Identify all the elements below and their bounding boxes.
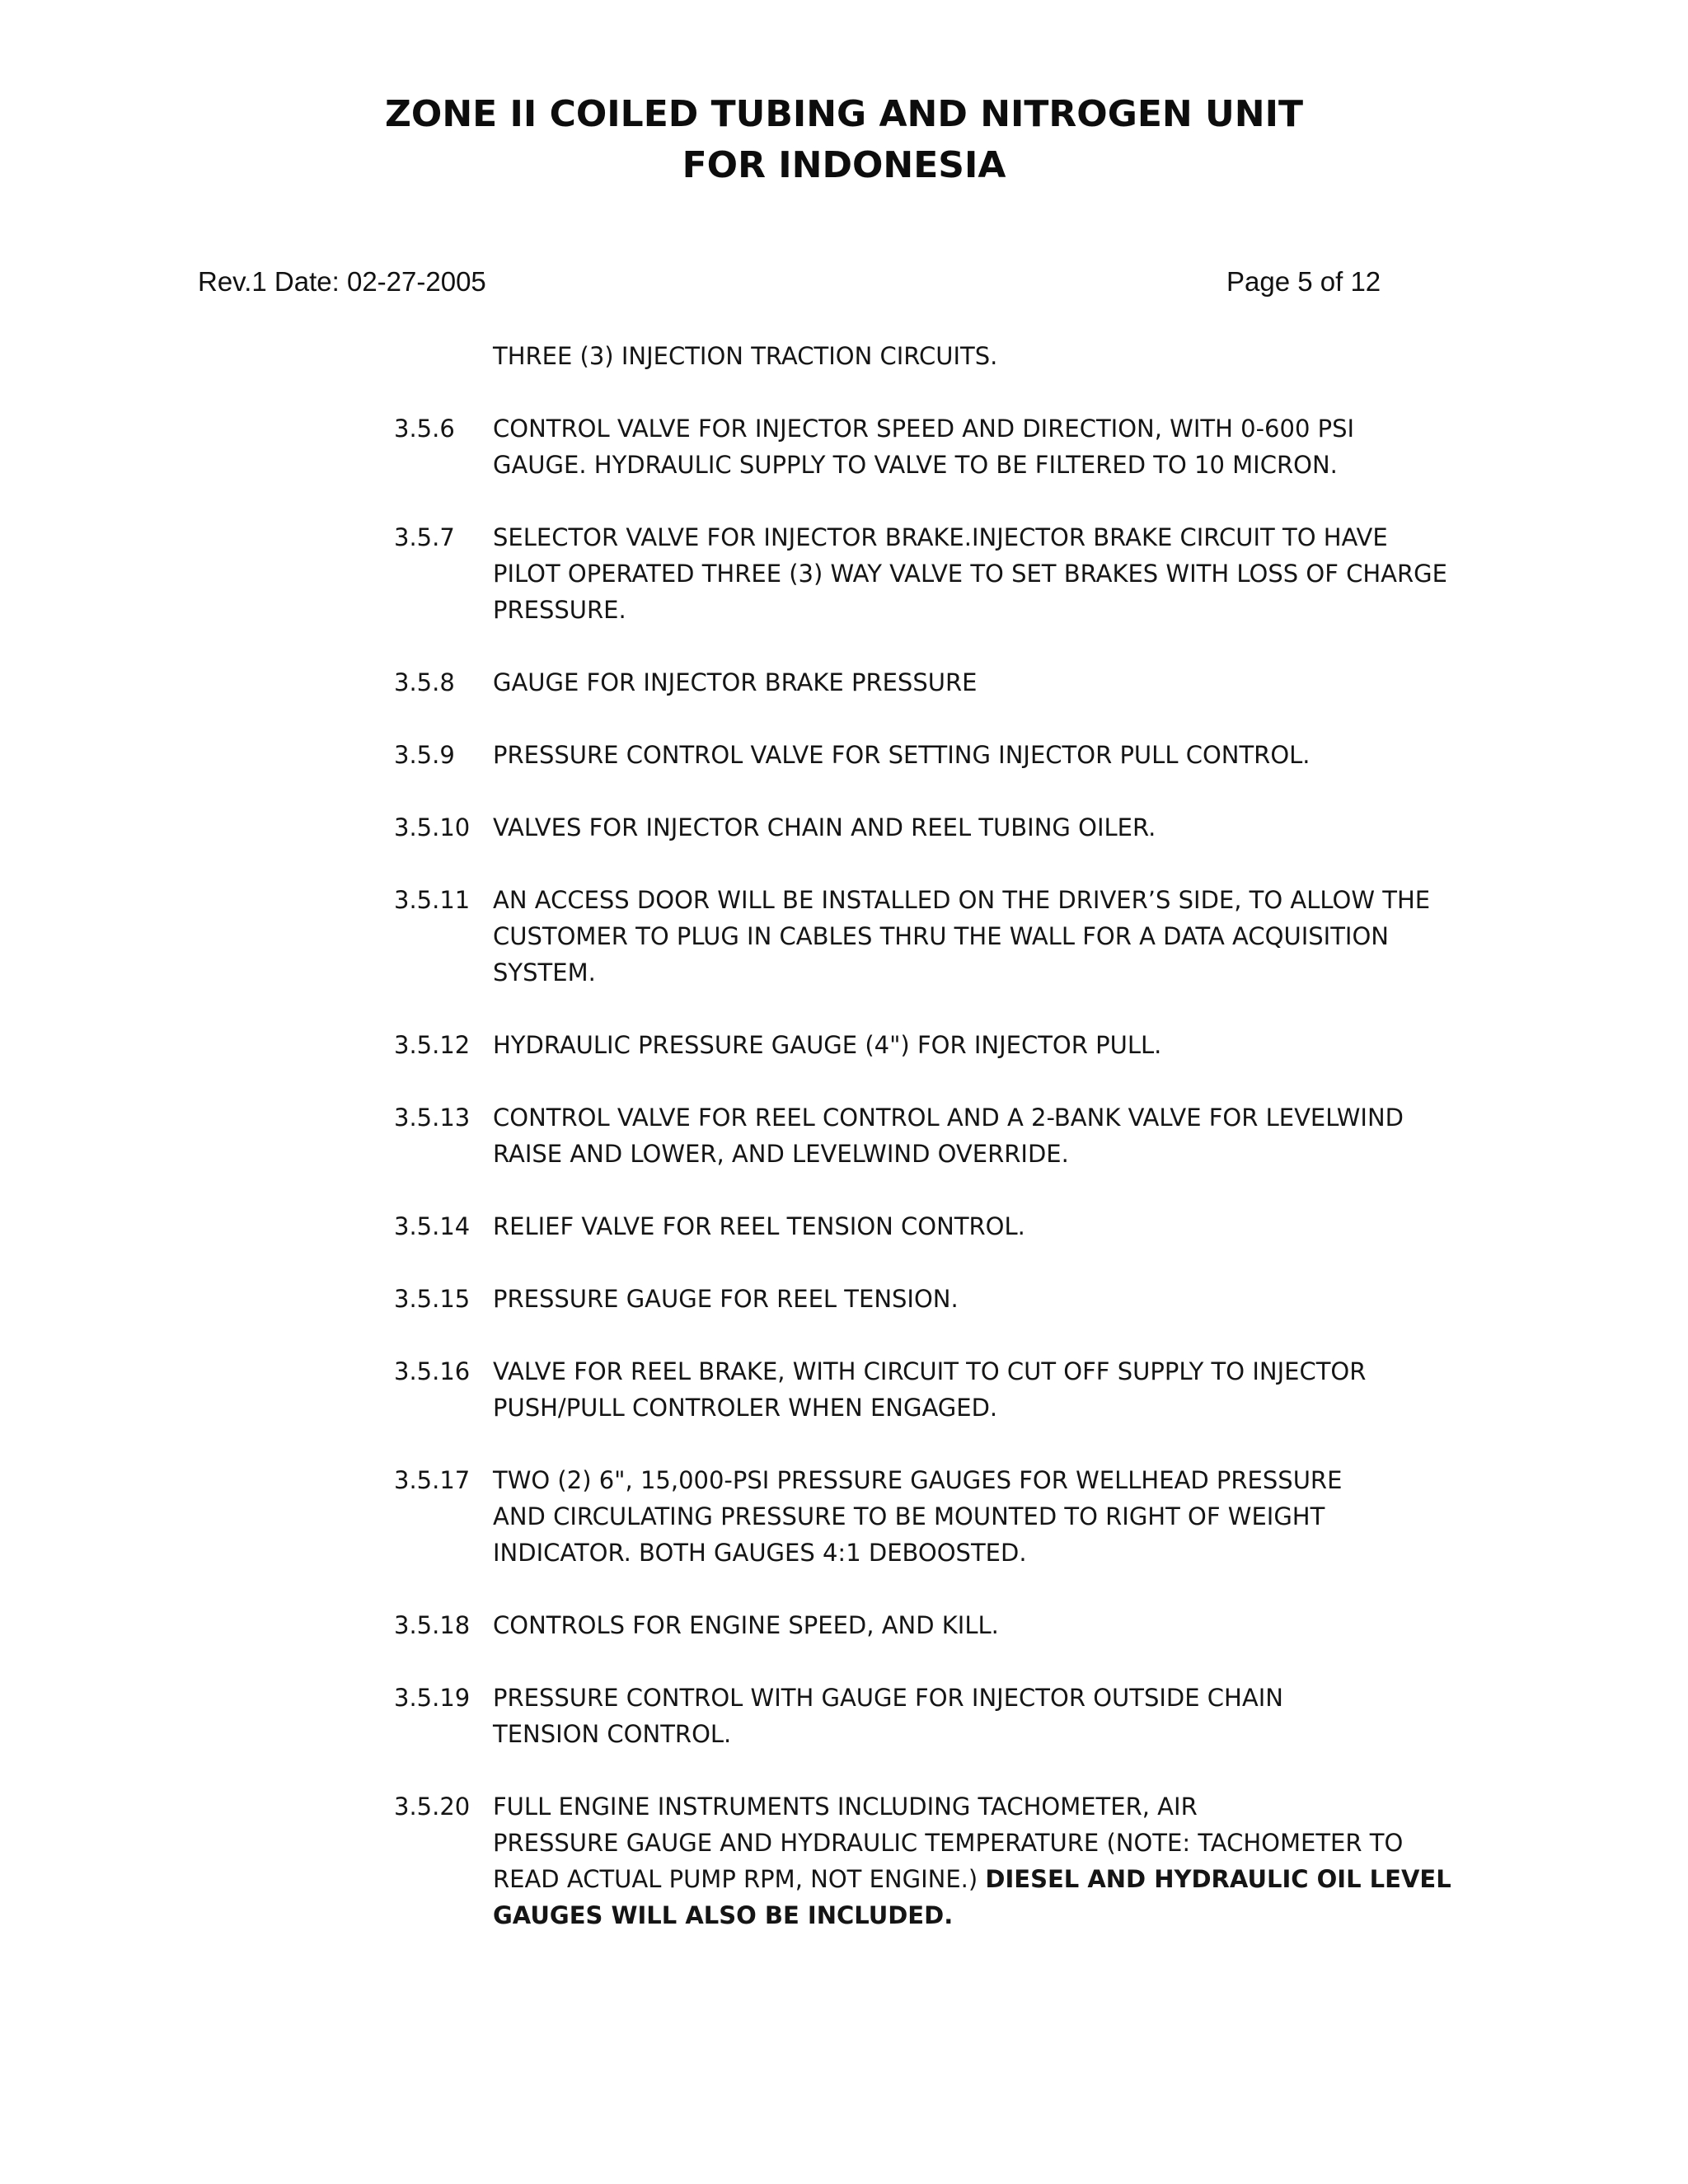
item-line: INDICATOR. BOTH GAUGES 4:1 DEBOOSTED.	[493, 1539, 1027, 1567]
item-text	[493, 1680, 1507, 1752]
item-text	[493, 1353, 1507, 1426]
item-number: 3.5.19	[394, 1684, 471, 1712]
item-text	[493, 737, 1507, 773]
item-line: PRESSURE GAUGE FOR REEL TENSION.	[493, 1285, 959, 1313]
item-text	[493, 809, 1507, 846]
item-number: 3.5.20	[394, 1793, 471, 1821]
item-text	[493, 882, 1507, 991]
item-line: CONTROL VALVE FOR INJECTOR SPEED AND DIRECTION, WITH 0-600 PSI	[493, 415, 1355, 443]
item-number: 3.5.9	[394, 741, 455, 769]
item-line: VALVES FOR INJECTOR CHAIN AND REEL TUBING OILER.	[493, 813, 1156, 841]
item-line: CONTROL VALVE FOR REEL CONTROL AND A 2-BANK VALVE FOR LEVELWIND	[493, 1104, 1404, 1132]
item-number: 3.5.7	[394, 523, 455, 551]
item-line: PRESSURE GAUGE AND HYDRAULIC TEMPERATURE (NOTE: TACHOMETER TO	[493, 1829, 1404, 1857]
item-number: 3.5.10	[394, 813, 471, 841]
item-line: PRESSURE CONTROL WITH GAUGE FOR INJECTOR OUTSIDE CHAIN	[493, 1684, 1283, 1712]
item-line: SYSTEM.	[493, 958, 596, 987]
item-text	[493, 1027, 1507, 1063]
item-line: GAUGE FOR INJECTOR BRAKE PRESSURE	[493, 668, 978, 696]
item-text	[493, 410, 1507, 483]
continuation-text: THREE (3) INJECTION TRACTION CIRCUITS.	[493, 342, 998, 370]
item-number: 3.5.17	[394, 1466, 471, 1494]
item-line: AN ACCESS DOOR WILL BE INSTALLED ON THE DRIVER’S SIDE, TO ALLOW THE	[493, 886, 1431, 914]
item-text	[493, 664, 1507, 701]
item-line: RELIEF VALVE FOR REEL TENSION CONTROL.	[493, 1212, 1025, 1240]
item-line: PRESSURE.	[493, 596, 626, 624]
item-line: HYDRAULIC PRESSURE GAUGE (4") FOR INJECTOR PULL.	[493, 1031, 1162, 1059]
item-line: PUSH/PULL CONTROLER WHEN ENGAGED.	[493, 1394, 998, 1422]
item-text	[493, 1607, 1507, 1643]
item-line: PILOT OPERATED THREE (3) WAY VALVE TO SET BRAKES WITH LOSS OF CHARGE	[493, 560, 1447, 588]
item-line	[493, 1861, 1507, 1897]
item-line-bold: GAUGES WILL ALSO BE INCLUDED.	[493, 1901, 954, 1929]
item-line: CUSTOMER TO PLUG IN CABLES THRU THE WALL FOR A DATA ACQUISITION	[493, 922, 1389, 950]
item-line: FULL ENGINE INSTRUMENTS INCLUDING TACHOMETER, AIR	[493, 1793, 1198, 1821]
item-number: 3.5.14	[394, 1212, 471, 1240]
item-text	[493, 1281, 1507, 1317]
item-line-bold: DIESEL AND HYDRAULIC OIL LEVEL	[985, 1865, 1451, 1893]
item-number: 3.5.13	[394, 1104, 471, 1132]
item-text	[493, 1462, 1507, 1571]
document-title-line-2: FOR INDONESIA	[682, 144, 1006, 186]
item-line: PRESSURE CONTROL VALVE FOR SETTING INJECTOR PULL CONTROL.	[493, 741, 1311, 769]
item-line: AND CIRCULATING PRESSURE TO BE MOUNTED TO RIGHT OF WEIGHT	[493, 1502, 1325, 1530]
item-line: TWO (2) 6", 15,000-PSI PRESSURE GAUGES FOR WELLHEAD PRESSURE	[493, 1466, 1343, 1494]
item-number: 3.5.11	[394, 886, 471, 914]
item-number: 3.5.18	[394, 1611, 471, 1639]
item-text	[493, 519, 1507, 628]
item-line: CONTROLS FOR ENGINE SPEED, AND KILL.	[493, 1611, 999, 1639]
item-line: RAISE AND LOWER, AND LEVELWIND OVERRIDE.	[493, 1140, 1069, 1168]
item-number: 3.5.12	[394, 1031, 471, 1059]
item-text	[493, 1099, 1507, 1172]
item-number: 3.5.15	[394, 1285, 471, 1313]
document-title-line-1: ZONE II COILED TUBING AND NITROGEN UNIT	[385, 93, 1303, 135]
item-line: SELECTOR VALVE FOR INJECTOR BRAKE.INJECTOR BRAKE CIRCUIT TO HAVE	[493, 523, 1388, 551]
item-text	[493, 1788, 1507, 1933]
item-line: GAUGE. HYDRAULIC SUPPLY TO VALVE TO BE FILTERED TO 10 MICRON.	[493, 451, 1338, 479]
revision-date: Rev.1 Date: 02-27-2005	[198, 266, 486, 297]
item-number: 3.5.16	[394, 1357, 471, 1385]
item-text	[493, 1208, 1507, 1244]
page-number: Page 5 of 12	[1226, 266, 1381, 297]
item-number: 3.5.6	[394, 415, 455, 443]
item-number: 3.5.8	[394, 668, 455, 696]
item-line: VALVE FOR REEL BRAKE, WITH CIRCUIT TO CUT OFF SUPPLY TO INJECTOR	[493, 1357, 1367, 1385]
item-line: TENSION CONTROL.	[493, 1720, 732, 1748]
item-line-normal: READ ACTUAL PUMP RPM, NOT ENGINE.)	[493, 1865, 986, 1893]
